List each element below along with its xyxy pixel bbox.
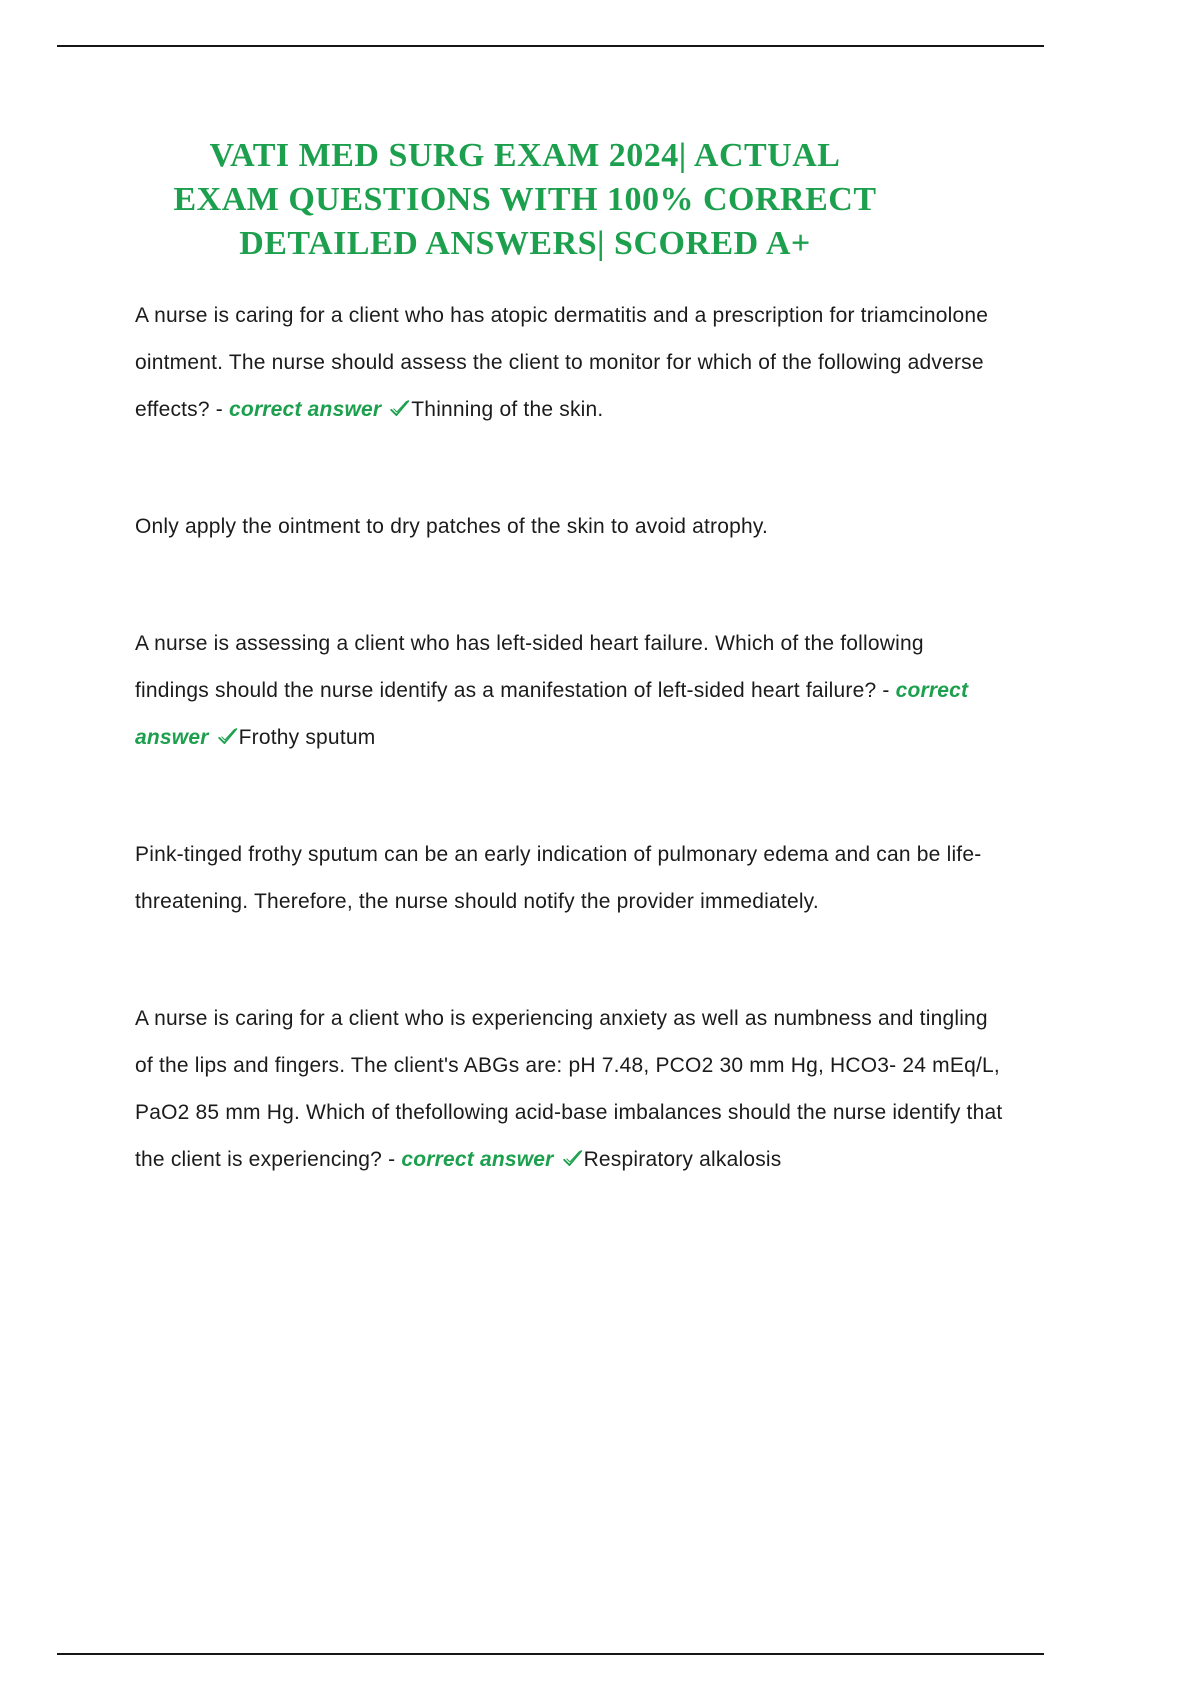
body-text: Pink-tinged frothy sputum can be an early indication of pulmonary edema and can be life-threatening. Therefore, the nurse should notify the provider immediately. — [135, 843, 982, 913]
body-text: A nurse is caring for a client who has atopic dermatitis and a prescription for triamcinolone ointment. The nurse should assess the client to monitor for which of the following adverse effects? - — [135, 304, 989, 421]
correct-answer-label: correct answer — [229, 398, 388, 421]
body-text: Thinning of the skin. — [411, 398, 604, 421]
body-text: A nurse is caring for a client who is experiencing anxiety as well as numbness and tingling of the lips and fingers. The client's ABGs are: pH 7.48, PCO2 30 mm Hg, HCO3- 24 mEq/L, PaO2 85 mm Hg. Which of thefollowing acid-base imbalances should the nurse identify that the client is experiencing? - — [135, 1007, 1003, 1171]
paragraph — [135, 831, 1003, 925]
document-body — [135, 292, 1003, 1183]
title-line: EXAM QUESTIONS WITH 100% CORRECT — [173, 181, 877, 218]
paragraph — [135, 503, 1003, 550]
document-title — [135, 0, 915, 266]
bottom-rule — [57, 1653, 1044, 1655]
title-line: DETAILED ANSWERS| SCORED A+ — [239, 225, 811, 262]
paragraph — [135, 620, 1003, 761]
double-check-icon — [562, 1148, 583, 1169]
top-rule — [57, 45, 1044, 47]
double-check-icon — [217, 726, 238, 747]
body-text: A nurse is assessing a client who has left-sided heart failure. Which of the following findings should the nurse identify as a manifestation of left-sided heart failure? - — [135, 632, 924, 702]
body-text: Respiratory alkalosis — [583, 1148, 782, 1171]
correct-answer-label: correct answer — [135, 679, 969, 749]
body-text: Frothy sputum — [238, 726, 376, 749]
paragraph — [135, 995, 1003, 1183]
paragraph — [135, 292, 1003, 433]
double-check-icon — [389, 398, 410, 419]
body-text: Only apply the ointment to dry patches of the skin to avoid atrophy. — [135, 515, 769, 538]
correct-answer-label: correct answer — [401, 1148, 560, 1171]
title-line: VATI MED SURG EXAM 2024| ACTUAL — [209, 137, 841, 174]
